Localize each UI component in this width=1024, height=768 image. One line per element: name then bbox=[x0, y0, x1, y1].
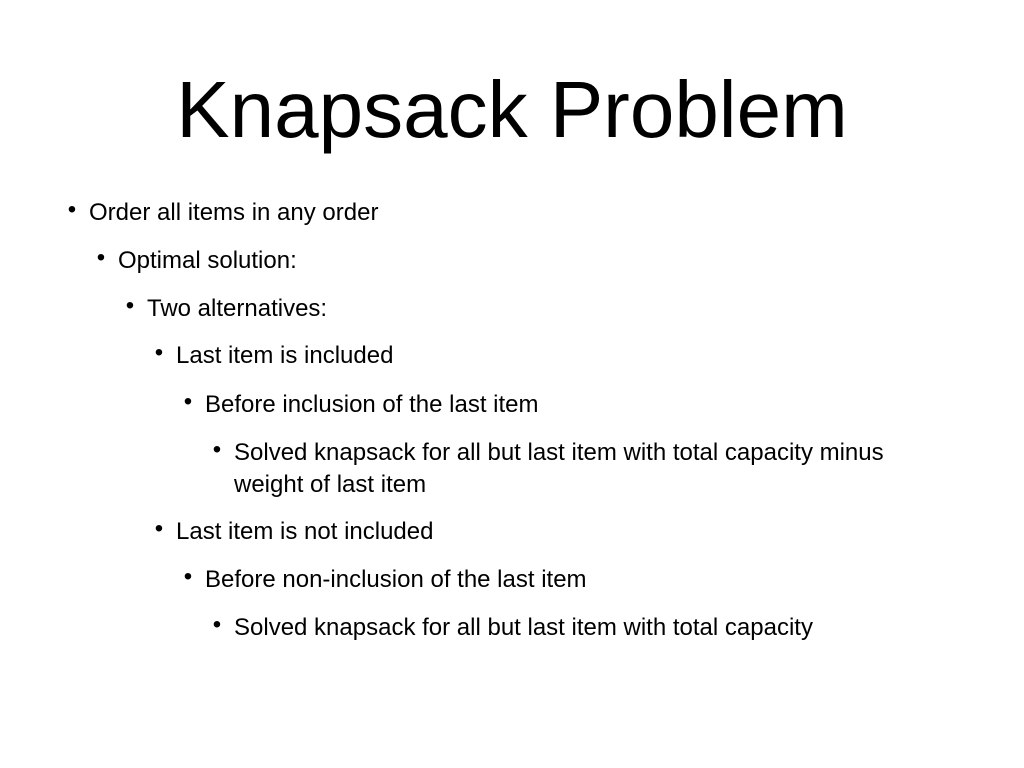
bullet-item-optimal-solution bbox=[96, 244, 818, 277]
bullet-item-order-items bbox=[67, 196, 789, 229]
bullet-item-before-inclusion bbox=[183, 388, 905, 421]
bullet-text: Last item is included bbox=[176, 342, 394, 369]
bullet-text: Solved knapsack for all but last item with total capacity bbox=[234, 614, 813, 641]
bullet-text: Before non-inclusion of the last item bbox=[205, 566, 587, 593]
bullet-icon: • bbox=[67, 196, 77, 223]
bullet-icon: • bbox=[212, 436, 222, 463]
bullet-text: Solved knapsack for all but last item with total capacity minus weight of last item bbox=[234, 439, 884, 498]
bullet-icon: • bbox=[125, 292, 135, 319]
bullet-text: Order all items in any order bbox=[89, 199, 379, 226]
slide-title: Knapsack Problem bbox=[176, 65, 848, 154]
bullet-icon: • bbox=[183, 388, 193, 415]
bullet-item-last-item-included bbox=[154, 339, 876, 372]
bullet-text: Two alternatives: bbox=[147, 295, 328, 322]
bullet-icon: • bbox=[212, 611, 222, 638]
bullet-icon: • bbox=[154, 339, 164, 366]
bullet-item-two-alternatives bbox=[125, 292, 847, 325]
bullet-text: Last item is not included bbox=[176, 518, 434, 545]
bullet-text: Optimal solution: bbox=[118, 247, 297, 274]
bullet-item-solved-total-capacity bbox=[212, 611, 894, 644]
bullet-text: Before inclusion of the last item bbox=[205, 391, 539, 418]
bullet-icon: • bbox=[154, 515, 164, 542]
bullet-item-last-item-not-included bbox=[154, 515, 876, 548]
bullet-icon: • bbox=[183, 563, 193, 590]
bullet-item-before-non-inclusion bbox=[183, 563, 905, 596]
bullet-icon: • bbox=[96, 244, 106, 271]
bullet-item-solved-with-weight bbox=[212, 436, 894, 501]
